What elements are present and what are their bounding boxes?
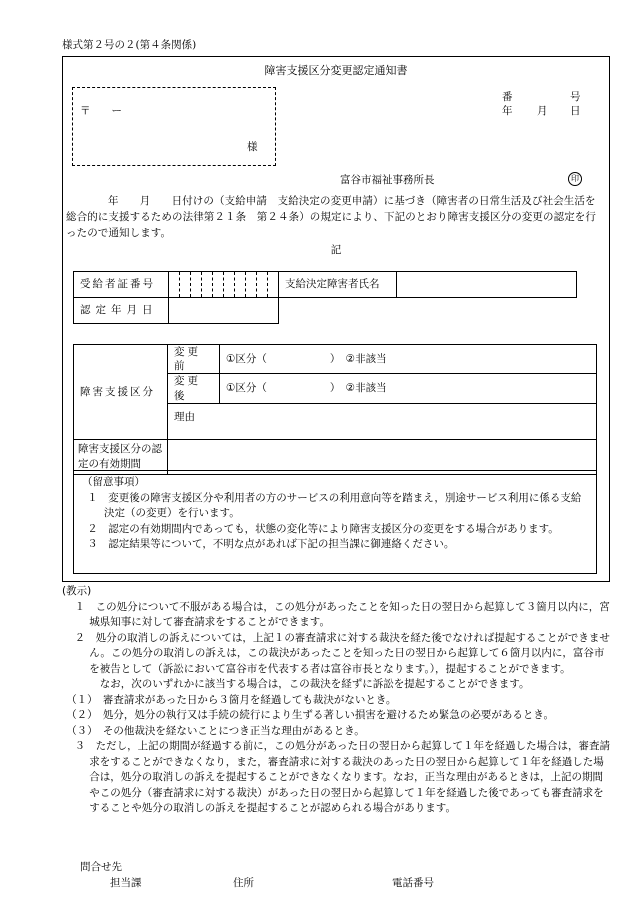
ki-heading: 記 (330, 244, 342, 256)
cert-date-value[interactable] (169, 298, 279, 324)
before-value[interactable]: ①区分（ ） ②非該当 (220, 345, 597, 374)
recipient-number-digit[interactable] (224, 272, 235, 298)
address-box (72, 87, 276, 166)
recipient-number-digit[interactable] (235, 272, 246, 298)
sender-name: 富谷市福祉事務所長 (340, 174, 435, 186)
form-label: 様式第２号の２(第４条関係) (62, 39, 197, 51)
seal-mark: 印 (568, 172, 582, 186)
recipient-number-digit[interactable] (268, 272, 279, 298)
instruction-sub-item: （１） 審査請求があった日から３箇月を経過しても裁決がないとき。 (66, 693, 397, 706)
recipient-number-digit[interactable] (169, 272, 180, 298)
recipient-number-label: 受給者証番号 (74, 272, 169, 298)
decided-name-label: 支給決定障害者氏名 (279, 272, 397, 298)
reason-field[interactable] (168, 403, 597, 439)
notes-heading: （留意事項） (82, 476, 145, 488)
note-item: ３ 認定結果等について，不明な点があれば下記の担当課に御連絡ください。 (87, 538, 455, 550)
category-label: 障害支援区分 (74, 345, 168, 440)
date-year: 年 (502, 105, 513, 117)
notice-body: 年 月 日付けの（支給申請 支給決定の変更申請）に基づき（障害者の日常生活及び社会生活を総合的に支援するための法律第２１条 第２４条）の規定により、下記のとおり障害支援区分の変更の認定を行ったので通知します。 (66, 195, 596, 239)
doc-number-gou: 号 (570, 91, 581, 103)
recipient-number-digit[interactable] (191, 272, 202, 298)
category-table (73, 344, 597, 475)
instruction-paragraph: １ この処分について不服がある場合は，この処分があったことを知った日の翌日から起算して３箇月以内に，宮城県知事に対して審査請求をすることができます。 (74, 600, 610, 628)
document-title: 障害支援区分変更認定通知書 (264, 64, 408, 77)
recipient-number-digit[interactable] (180, 272, 191, 298)
after-label: 変更後 (168, 374, 220, 403)
honorific: 様 (247, 141, 258, 153)
recipient-number-digit[interactable] (257, 272, 268, 298)
notes-box (73, 470, 597, 574)
postal-code-mark: 〒 ー (80, 105, 122, 117)
instruction-sub-item: （３） その他裁決を経ないことにつき正当な理由があるとき。 (66, 724, 365, 737)
instruction-sub-item: （２） 処分，処分の執行又は手続の続行により生ずる著しい損害を避けるため緊急の必要があるとき。 (66, 709, 555, 721)
contact-department: 担当課 (110, 877, 142, 889)
note-item: １ 変更後の障害支援区分や利用者の方のサービスの利用意向等を踏まえ，別途サービス利用に係る支給決定（の変更）を行います。 (87, 491, 582, 519)
reason-label: 理由 (174, 410, 195, 423)
recipient-number-digit[interactable] (202, 272, 213, 298)
contact-phone: 電話番号 (392, 877, 434, 889)
instruction-paragraph: なお，次のいずれかに該当する場合は，この裁決を経ずに訴訟を提起することができます。 (99, 678, 530, 690)
doc-number-ban: 番 (502, 91, 513, 103)
decided-name-value[interactable] (397, 272, 577, 298)
before-label: 変更前 (168, 345, 220, 374)
date-month: 月 (537, 105, 548, 117)
validity-value[interactable] (168, 439, 597, 474)
note-item: ２ 認定の有効期間内であっても，状態の変化等により障害支援区分の変更をする場合があります。 (87, 522, 559, 535)
recipient-number-digit[interactable] (246, 272, 257, 298)
after-value[interactable]: ①区分（ ） ②非該当 (220, 374, 597, 403)
contact-address: 住所 (233, 877, 254, 889)
instructions-section (62, 584, 610, 817)
date-day: 日 (570, 105, 581, 117)
instruction-paragraph: ３ ただし，上記の期間が経過する前に，この処分があった日の翌日から起算して１年を経過した場合は，審査請求をすることができなくなり，また，審査請求に対する裁決のあった日の翌日から起算して１年を経過した場合は，処分の取消しの訴えを提起することができなくなります。なお，正当な理由があるときは，上記の期間やこの処分（審査請求に対する裁決）があった日の翌日から起算して１年を経過した後であっても審査請求をすることや処分の取消しの訴えを提起することが認められる場合があります。 (74, 740, 611, 814)
instruction-paragraph: ２ 処分の取消しの訴えについては，上記１の審査請求に対する裁決を経た後でなければ提起することができません。この処分の取消しの訴えは，この裁決があったことを知った日の翌日から起算して６箇月以内に，富谷市を被告として（訴訟において富谷市を代表する者は富谷市長となります。），提起することができます。 (74, 631, 610, 675)
cert-date-label: 認定年月日 (74, 298, 169, 324)
contact-label: 問合せ先 (80, 861, 122, 873)
validity-label: 障害支援区分の認定の有効期間 (74, 439, 168, 474)
recipient-number-digit[interactable] (213, 272, 224, 298)
recipient-table (73, 271, 577, 324)
instructions-heading: (教示) (62, 585, 92, 597)
